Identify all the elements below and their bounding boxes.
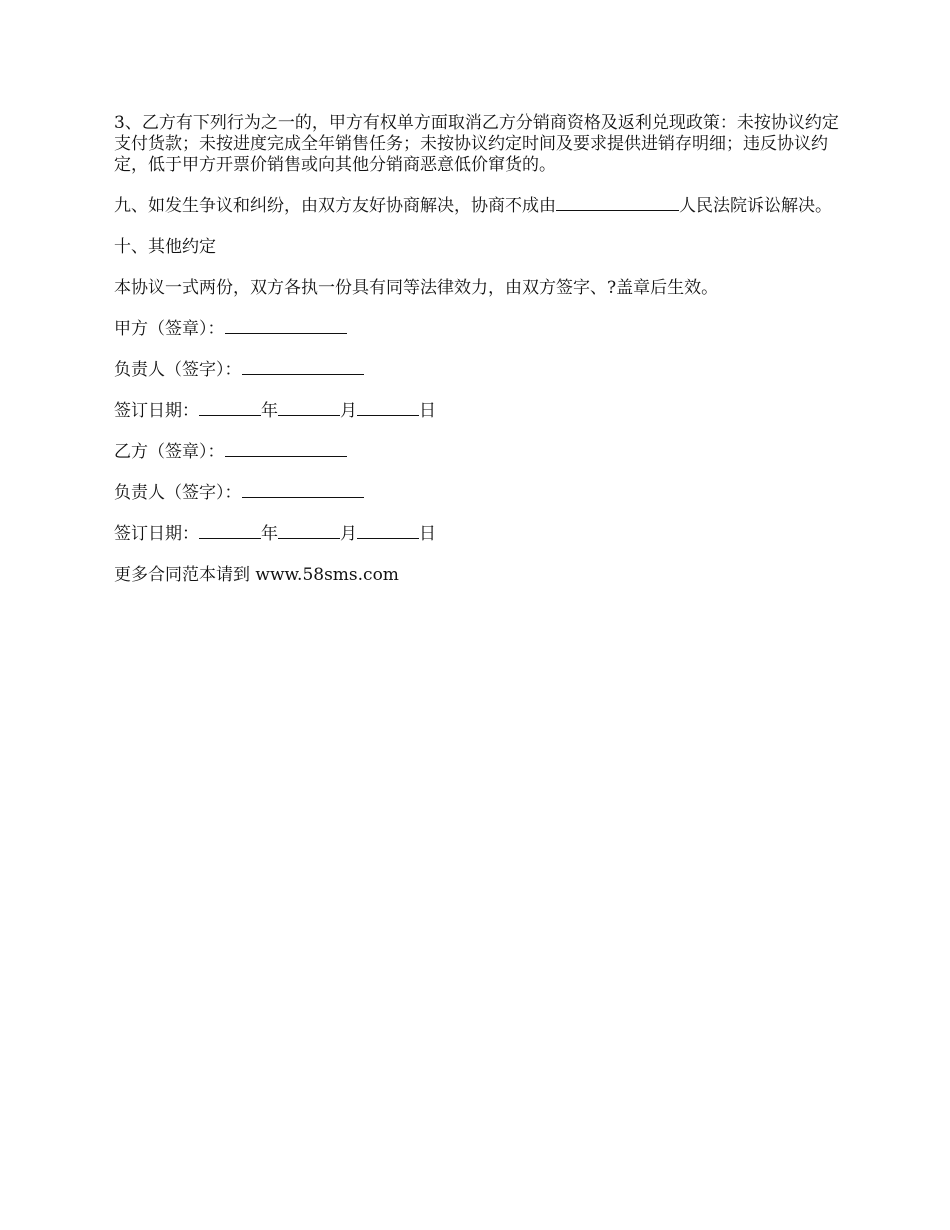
party-b-signature-line [114,442,844,463]
party-a-month-label: 月 [340,401,357,421]
party-a-year-blank [199,401,261,416]
party-b-label: 乙方（签章）： [114,442,225,462]
party-a-date-line [114,401,844,422]
footer-note [114,565,844,586]
party-a-rep-signature-line [114,360,844,381]
document-body [114,113,844,606]
party-b-day-label: 日 [419,524,436,544]
party-a-day-blank [357,401,419,416]
party-a-label: 甲方（签章）： [114,319,225,339]
party-b-month-blank [278,524,340,539]
party-b-date-line [114,524,844,545]
party-b-rep-blank [242,483,364,498]
party-b-rep-label: 负责人（签字）： [114,483,242,503]
party-a-blank [225,319,347,334]
party-b-month-label: 月 [340,524,357,544]
party-a-year-label: 年 [261,401,278,421]
party-a-day-label: 日 [419,401,436,421]
party-b-date-label: 签订日期： [114,524,199,544]
party-a-rep-blank [242,360,364,375]
clause-3 [114,113,844,176]
party-b-blank [225,442,347,457]
party-a-rep-label: 负责人（签字）： [114,360,242,380]
party-b-year-blank [199,524,261,539]
clause-10-title-text: 十、其他约定 [114,237,216,257]
footer-note-text: 更多合同范本请到 www.58sms.com [114,565,399,585]
court-blank [556,196,679,211]
clause-9-text-before: 九、如发生争议和纠纷，由双方友好协商解决，协商不成由 [114,196,556,216]
party-a-month-blank [278,401,340,416]
party-b-year-label: 年 [261,524,278,544]
party-a-date-label: 签订日期： [114,401,199,421]
party-a-signature-line [114,319,844,340]
party-b-rep-signature-line [114,483,844,504]
agreement-statement [114,278,844,299]
clause-9-text-after: 人民法院诉讼解决。 [679,196,832,216]
clause-10-title [114,237,844,258]
clause-9 [114,196,844,217]
clause-3-text: 3、乙方有下列行为之一的，甲方有权单方面取消乙方分销商资格及返利兑现政策：未按协议约定支付货款；未按进度完成全年销售任务；未按协议约定时间及要求提供进销存明细；违反协议约定，低于甲方开票价销售或向其他分销商恶意低价窜货的。 [114,113,839,175]
party-b-day-blank [357,524,419,539]
agreement-statement-text: 本协议一式两份，双方各执一份具有同等法律效力，由双方签字、?盖章后生效。 [114,278,719,298]
